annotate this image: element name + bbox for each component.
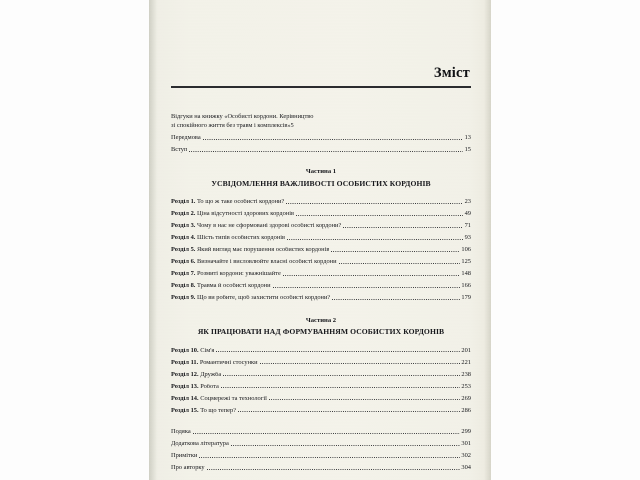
dot-leader: [221, 387, 460, 388]
chapter-number-label: Розділ 1.: [171, 199, 196, 206]
entry-label: [171, 372, 221, 378]
entry-page-number: 15: [464, 146, 471, 153]
entry-page-number: 23: [464, 198, 471, 206]
entry-page-number: 71: [464, 222, 471, 230]
dot-leader: [193, 433, 460, 434]
dot-leader: [238, 411, 460, 412]
page-gutter-shadow: [149, 0, 157, 480]
chapter-number-label: Розділ 8.: [171, 283, 196, 290]
part-heading: [171, 168, 471, 188]
chapter-title-label: Шість типів особистих кордонів: [197, 235, 286, 242]
part-number: Частина 1: [305, 168, 337, 176]
toc-entry-back-matter[interactable]: [171, 429, 471, 435]
toc-entry-front-matter[interactable]: [171, 147, 471, 153]
chapter-title-label: Травма й особисті кордони: [197, 283, 271, 290]
toc-entry-chapter[interactable]: [171, 408, 471, 414]
entry-label: [171, 223, 341, 229]
chapter-title-label: Романтичні стосунки: [199, 359, 258, 366]
dot-leader: [199, 457, 460, 458]
entry-page-number: 304: [461, 463, 471, 471]
entry-label: [171, 235, 285, 241]
entry-page-number: 238: [461, 370, 471, 378]
entry-label: Передмова: [171, 135, 201, 141]
entry-label: [171, 259, 337, 265]
dot-leader: [332, 299, 460, 300]
entry-page-number: 5: [290, 122, 294, 130]
book-page-scan: [149, 0, 491, 480]
toc-entry-chapter[interactable]: [171, 211, 471, 217]
entry-label: Примітки: [171, 452, 198, 459]
chapter-number-label: Розділ 10.: [171, 347, 199, 354]
title-divider: [171, 86, 471, 88]
chapter-number-label: Розділ 14.: [171, 395, 199, 402]
entry-label: [171, 348, 214, 354]
entry-page-number: 148: [461, 270, 471, 278]
dot-leader: [207, 469, 460, 470]
entry-label: [171, 408, 236, 414]
toc-entry-chapter[interactable]: [171, 235, 471, 241]
entry-label: Додаткова література: [171, 440, 229, 447]
chapter-number-label: Розділ 15.: [171, 407, 199, 414]
chapter-number-label: Розділ 12.: [171, 371, 199, 378]
dot-leader: [286, 203, 463, 204]
toc-entry-front-matter[interactable]: [171, 135, 471, 141]
dot-leader: [223, 375, 460, 376]
chapter-title-label: Що ви робите, щоб захистити особисті кордони?: [197, 295, 331, 302]
entry-label-line-2-row: [171, 121, 471, 131]
chapter-number-label: Розділ 11.: [171, 359, 199, 366]
chapter-title-label: Дружба: [200, 371, 222, 378]
dot-leader: [269, 399, 460, 400]
entry-label: [171, 360, 258, 366]
entry-label: [171, 211, 294, 217]
entry-label: Подяка: [171, 428, 191, 435]
chapter-title-label: Який вигляд має порушення особистих кордонів: [197, 247, 330, 254]
page-edge-shadow: [484, 0, 491, 480]
entry-label: [171, 283, 271, 289]
entry-page-number: 221: [461, 358, 471, 366]
chapter-list: [171, 348, 471, 414]
front-matter-list: [171, 112, 471, 154]
chapter-list: [171, 199, 471, 301]
dot-leader: [287, 239, 463, 240]
toc-entry-chapter[interactable]: [171, 384, 471, 390]
entry-page-number: 125: [461, 258, 471, 266]
chapter-title-label: То що ж таке особисті кордони?: [197, 199, 285, 206]
chapter-title-label: Соцмережі та технології: [200, 395, 267, 402]
chapter-number-label: Розділ 3.: [171, 223, 196, 230]
toc-entry-chapter[interactable]: [171, 372, 471, 378]
entry-label-line-2: зі спокійного життя без травм і комплексів»: [171, 122, 291, 130]
toc-entry-chapter[interactable]: [171, 247, 471, 253]
dot-leader: [231, 445, 460, 446]
chapter-number-label: Розділ 13.: [171, 383, 199, 390]
chapter-number-label: Розділ 9.: [171, 295, 196, 302]
entry-label: [171, 295, 330, 301]
toc-entry-back-matter[interactable]: [171, 465, 471, 471]
dot-leader: [216, 351, 460, 352]
chapter-title-label: Ціна відсутності здорових кордонів: [197, 211, 295, 218]
entry-page-number: 93: [464, 234, 471, 242]
entry-page-number: 166: [461, 282, 471, 290]
table-of-contents: [171, 0, 471, 480]
entry-page-number: 106: [461, 246, 471, 254]
entry-page-number: 13: [464, 134, 471, 141]
chapter-number-label: Розділ 4.: [171, 235, 196, 242]
entry-label: [171, 199, 284, 205]
toc-entry-chapter[interactable]: [171, 271, 471, 277]
entry-page-number: 286: [461, 406, 471, 414]
toc-entry-back-matter[interactable]: [171, 441, 471, 447]
entry-page-number: 302: [461, 451, 471, 459]
chapter-number-label: Розділ 7.: [171, 271, 196, 278]
chapter-title-label: Робота: [200, 383, 219, 390]
dot-leader: [189, 151, 463, 152]
toc-entry-chapter[interactable]: [171, 283, 471, 289]
chapter-number-label: Розділ 5.: [171, 247, 196, 254]
entry-page-number: 269: [461, 394, 471, 402]
entry-label: [171, 247, 329, 253]
entry-page-number: 299: [461, 427, 471, 435]
toc-entry-chapter[interactable]: [171, 295, 471, 301]
entry-label: [171, 271, 281, 277]
entry-page-number: 49: [464, 210, 471, 218]
toc-entry-chapter[interactable]: [171, 396, 471, 402]
chapter-title-label: Чому в нас не сформовані здорові особисті кордони?: [197, 223, 342, 230]
dot-leader: [296, 215, 463, 216]
part-heading: [171, 317, 471, 337]
dot-leader: [273, 287, 460, 288]
entry-label: Вступ: [171, 147, 188, 153]
part-title: УСВІДОМЛЕННЯ ВАЖЛИВОСТІ ОСОБИСТИХ КОРДОНІВ: [211, 179, 431, 189]
chapter-title-label: То що тепер?: [200, 407, 237, 414]
chapter-number-label: Розділ 6.: [171, 259, 196, 266]
toc-entry-front-matter[interactable]: [171, 112, 471, 131]
page-title: Зміст: [433, 65, 470, 81]
entry-page-number: 201: [461, 346, 471, 354]
back-matter-list: [171, 429, 471, 471]
toc-entry-chapter[interactable]: [171, 223, 471, 229]
entry-label-line-1: Відгуки на книжку «Особисті кордони. Керівництво: [171, 112, 314, 120]
dot-leader: [203, 139, 463, 140]
dot-leader: [283, 275, 460, 276]
entry-page-number: 179: [461, 294, 471, 302]
entry-label: Про авторку: [171, 464, 205, 471]
chapter-title-label: Сім'я: [200, 347, 215, 354]
chapter-title-label: Визначайте і висловлюйте власні особисті кордони: [197, 259, 337, 266]
parts-list: [171, 168, 471, 414]
part-number: Частина 2: [305, 316, 337, 324]
toc-entry-back-matter[interactable]: [171, 453, 471, 459]
dot-leader: [339, 263, 460, 264]
entry-page-number: 253: [461, 382, 471, 390]
entry-label: [171, 384, 219, 390]
entry-page-number: 301: [461, 439, 471, 447]
toc-entry-chapter[interactable]: [171, 348, 471, 354]
toc-entry-chapter[interactable]: [171, 259, 471, 265]
dot-leader: [331, 251, 460, 252]
dot-leader: [260, 363, 460, 364]
toc-entry-chapter[interactable]: [171, 360, 471, 366]
chapter-title-label: Розмиті кордони: уважнішайте: [197, 271, 281, 278]
entry-label: [171, 396, 267, 402]
chapter-number-label: Розділ 2.: [171, 211, 196, 218]
toc-entry-chapter[interactable]: [171, 199, 471, 205]
dot-leader: [343, 227, 463, 228]
part-title: ЯК ПРАЦЮВАТИ НАД ФОРМУВАННЯМ ОСОБИСТИХ КОРДОНІВ: [197, 327, 445, 337]
